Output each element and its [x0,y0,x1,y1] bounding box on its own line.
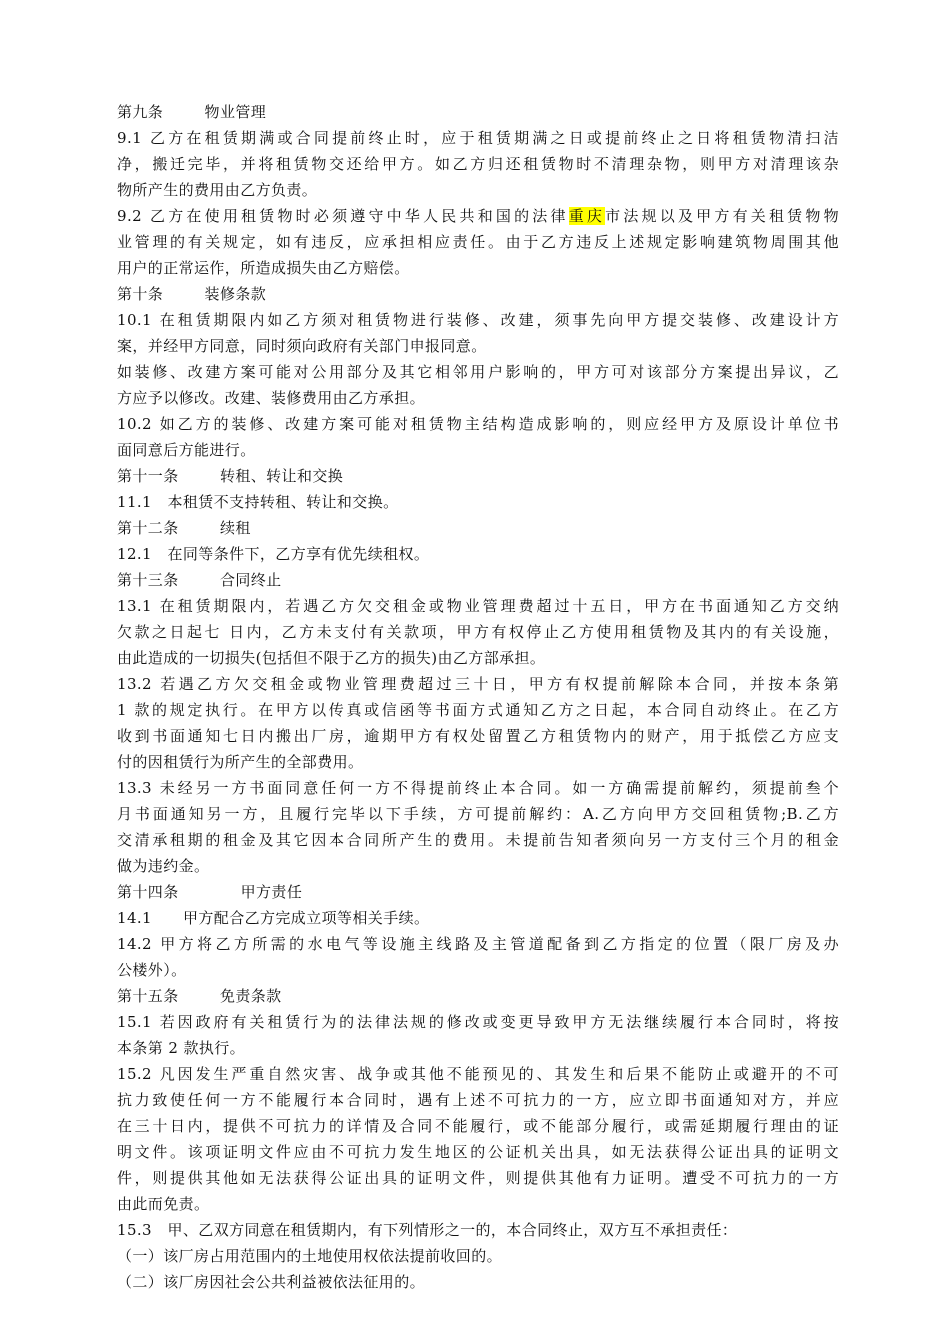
highlighted-word: 重庆 [568,207,606,225]
text-line: 公楼外）。 [117,961,187,979]
text-line: 在三十日内，提供不可抗力的详情及合同不能履行，或不能部分履行，或需延期履行理由的证 [117,1117,839,1135]
text-line: 14.1 甲方配合乙方完成立项等相关手续。 [117,909,430,927]
text-line: 净，搬迁完毕，并将租赁物交还给甲方。如乙方归还租赁物时不清理杂物，则甲方对清理该杂 [117,155,839,173]
text-line: 9.1 乙方在租赁期满或合同提前终止时，应于租赁期满之日或提前终止之日将租赁物清扫洁 [117,129,839,147]
text-line: 物所产生的费用由乙方负责。 [117,181,318,199]
article-heading: 第十四条 甲方责任 [117,883,303,901]
text-line: （二）该厂房因社会公共利益被依法征用的。 [117,1273,426,1291]
text-line: 15.1 若因政府有关租赁行为的法律法规的修改或变更导致甲方无法继续履行本合同时，将按 [117,1013,839,1031]
text-line: 14.2 甲方将乙方所需的水电气等设施主线路及主管道配备到乙方指定的位置（限厂房及办 [117,935,839,953]
text-line: 15.2 凡因发生严重自然灾害、战争或其他不能预见的、其发生和后果不能防止或避开的不可 [117,1065,839,1083]
text-line: （一）该厂房占用范围内的土地使用权依法提前收回的。 [117,1247,503,1265]
text-line: 方应予以修改。改建、装修费用由乙方承担。 [117,389,426,407]
text-line: 抗力致使任何一方不能履行本合同时，遇有上述不可抗力的一方，应立即书面通知对方，并应 [117,1091,839,1109]
text-line: 面同意后方能进行。 [117,441,256,459]
text-line: 10.1 在租赁期限内如乙方须对租赁物进行装修、改建，须事先向甲方提交装修、改建设计方 [117,311,839,329]
text-line: 月书面通知另一方，且履行完毕以下手续，方可提前解约：A.乙方向甲方交回租赁物;B.乙方 [117,805,839,823]
document-page [117,99,839,1295]
text-line: 13.3 未经另一方书面同意任何一方不得提前终止本合同。如一方确需提前解约，须提前叁个 [117,779,839,797]
text-line: 明文件。该项证明文件应由不可抗力发生地区的公证机关出具，如无法获得公证出具的证明文 [117,1143,839,1161]
text-line: 13.1 在租赁期限内，若遇乙方欠交租金或物业管理费超过十五日，甲方在书面通知乙方交纳 [117,597,839,615]
article-heading: 第十一条 转租、转让和交换 [117,467,344,485]
text-line: 12.1 在同等条件下，乙方享有优先续租权。 [117,545,430,563]
text-line: 付的因租赁行为所产生的全部费用。 [117,753,364,771]
text-line: 欠款之日起七 日内，乙方未支付有关款项，甲方有权停止乙方使用租赁物及其内的有关设施， [117,623,839,641]
text-line: 15.3 甲、乙双方同意在租赁期内，有下列情形之一的，本合同终止，双方互不承担责任： [117,1221,738,1239]
text-line: 做为违约金。 [117,857,210,875]
text-line: 件，则提供其他如无法获得公证出具的证明文件，则提供其他有力证明。遭受不可抗力的一方 [117,1169,839,1187]
text-line: 13.2 若遇乙方欠交租金或物业管理费超过三十日，甲方有权提前解除本合同，并按本条第 [117,675,839,693]
text-line: 由此造成的一切损失(包括但不限于乙方的损失)由乙方部承担。 [117,649,546,667]
text-line: 10.2 如乙方的装修、改建方案可能对租赁物主结构造成影响的，则应经甲方及原设计单位书 [117,415,839,433]
text-line: 1 款的规定执行。在甲方以传真或信函等书面方式通知乙方之日起，本合同自动终止。在乙方 [117,701,839,719]
text-line: 本条第 2 款执行。 [117,1039,246,1057]
text-line: 交清承租期的租金及其它因本合同所产生的费用。未提前告知者须向另一方支付三个月的租金 [117,831,839,849]
text-segment: 9.2 乙方在使用租赁物时必须遵守中华人民共和国的法律 [117,207,569,225]
text-line: 用户的正常运作，所造成损失由乙方赔偿。 [117,259,410,277]
article-heading: 第九条 物业管理 [117,103,267,121]
text-line: 如装修、改建方案可能对公用部分及其它相邻用户影响的，甲方可对该部分方案提出异议，乙 [117,363,839,381]
article-heading: 第十条 装修条款 [117,285,267,303]
text-segment: 市法规以及甲方有关租赁物物 [605,207,839,225]
article-heading: 第十三条 合同终止 [117,571,282,589]
text-line [117,203,839,229]
article-heading: 第十二条 续租 [117,519,251,537]
text-line: 收到书面通知七日内搬出厂房，逾期甲方有权处留置乙方租赁物内的财产，用于抵偿乙方应支 [117,727,839,745]
text-line: 11.1 本租赁不支持转租、转让和交换。 [117,493,399,511]
text-line: 案，并经甲方同意，同时须向政府有关部门申报同意。 [117,337,487,355]
text-line: 业管理的有关规定，如有违反，应承担相应责任。由于乙方违反上述规定影响建筑物周围其他 [117,233,839,251]
text-line: 由此而免责。 [117,1195,210,1213]
article-heading: 第十五条 免责条款 [117,987,282,1005]
